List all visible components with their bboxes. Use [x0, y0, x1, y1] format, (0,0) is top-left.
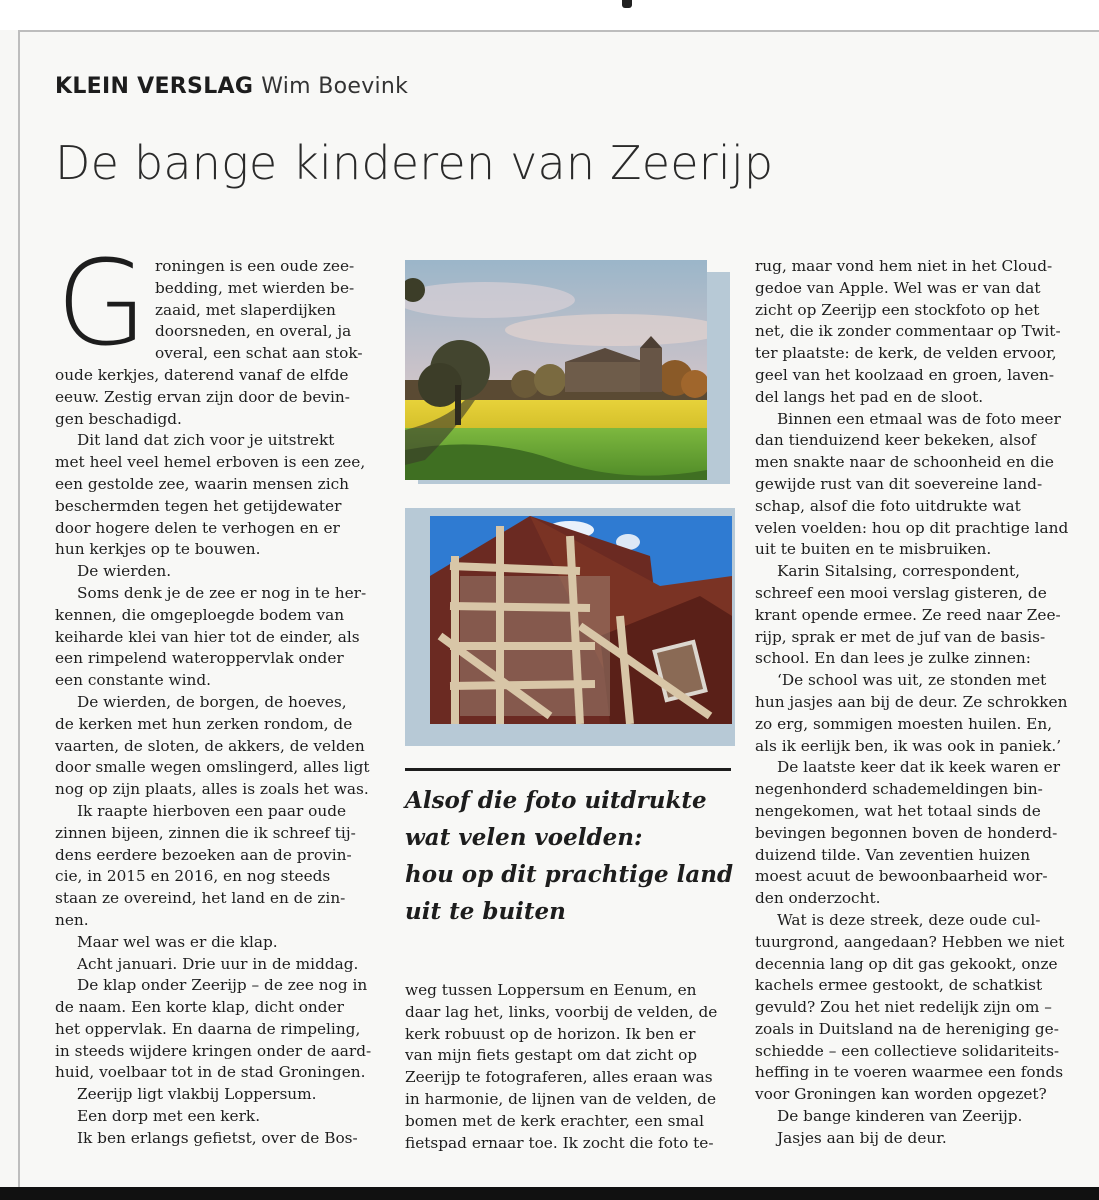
kicker [55, 74, 408, 99]
text-line: daar lag het, links, voorbij de velden, de [405, 1002, 718, 1021]
article-headline: De bange kinderen van Zeerijp [55, 136, 774, 190]
text-line: Jasjes aan bij de deur. [777, 1128, 947, 1147]
column-3 [755, 256, 1085, 1150]
text-line: Ik raapte hierboven een paar oude [77, 801, 347, 820]
text-line: schiedde – een collectieve solidariteits- [755, 1041, 1060, 1060]
text-line: beschermden tegen het getijdewater [55, 496, 342, 515]
column-1 [55, 256, 385, 1150]
text-line: de naam. Een korte klap, dicht onder [55, 998, 344, 1017]
text-line: Een dorp met een kerk. [77, 1107, 261, 1126]
text-line: men snakte naar de schoonheid en die [755, 453, 1054, 472]
damaged-house-photo [430, 516, 732, 724]
text-line: weg tussen Loppersum en Eenum, en [405, 981, 697, 999]
pull-quote-line: hou op dit prachtige land [405, 861, 734, 888]
pullquote-rule [405, 768, 731, 771]
text-line: Ik ben erlangs gefietst, over de Bos- [77, 1128, 358, 1147]
text-line: gen beschadigd. [55, 409, 182, 428]
text-line: Karin Sitalsing, correspondent, [777, 562, 1020, 581]
text-line: Dit land dat zich voor je uitstrekt [77, 431, 335, 450]
text-line: ter plaatste: de kerk, de velden ervoor, [755, 344, 1057, 363]
text-line: gevuld? Zou het niet redelijk zijn om – [755, 998, 1052, 1017]
text-line: bedding, met wierden be- [155, 278, 355, 297]
bottom-bar [0, 1187, 1099, 1200]
text-line: moest acuut de bewoonbaarheid wor- [755, 867, 1048, 886]
section-label: KLEIN VERSLAG [55, 74, 254, 99]
church-landscape-photo [405, 260, 707, 480]
text-line: kachels ermee gestookt, de schatkist [755, 976, 1043, 995]
text-line: de kerken met hun zerken rondom, de [55, 714, 353, 733]
text-line: voor Groningen kan worden opgezet? [755, 1085, 1047, 1104]
text-line: schap, alsof die foto uitdrukte wat [755, 496, 1021, 515]
text-line: cie, in 2015 en 2016, en nog steeds [55, 867, 331, 886]
text-line: nengekomen, wat het totaal sinds de [755, 801, 1041, 820]
text-line: Zeerijp te fotograferen, alles eraan was [405, 1068, 713, 1087]
text-line: Wat is deze streek, deze oude cul- [777, 910, 1041, 929]
text-line: Binnen een etmaal was de foto meer [777, 409, 1061, 428]
text-line: net, die ik zonder commentaar op Twit- [755, 322, 1061, 341]
pull-quote [405, 782, 735, 930]
text-line: schreef een mooi verslag gisteren, de [755, 583, 1047, 602]
drop-cap: G [56, 234, 148, 372]
text-line: zaaid, met slaperdijken [155, 300, 336, 319]
text-line: oude kerkjes, daterend vanaf de elfde [55, 365, 349, 384]
text-line: De wierden. [77, 562, 172, 581]
text-line: rug, maar vond hem niet in het Cloud- [755, 257, 1053, 275]
pull-quote-line: uit te buiten [405, 898, 566, 925]
text-line: bevingen begonnen boven de honderd- [755, 823, 1058, 842]
text-line: in steeds wijdere kringen onder de aard- [55, 1041, 372, 1060]
text-line: door hogere delen te verhogen en er [55, 518, 340, 537]
text-line: school. En dan lees je zulke zinnen: [755, 649, 1031, 668]
text-line: gedoe van Apple. Wel was er van dat [755, 278, 1041, 297]
pull-quote-line: Alsof die foto uitdrukte [405, 787, 707, 814]
text-line: den onderzocht. [755, 889, 881, 908]
text-line: huid, voelbaar tot in de stad Groningen. [55, 1063, 366, 1082]
text-line: fietspad ernaar toe. Ik zocht die foto te- [405, 1133, 714, 1152]
text-line: eeuw. Zestig ervan zijn door de bevin- [55, 387, 350, 406]
text-line: rijp, sprak er met de juf van de basis- [755, 627, 1046, 646]
text-line: dens eerdere bezoeken aan de provin- [55, 845, 352, 864]
text-line: als ik eerlijk ben, ik was ook in paniek.’ [755, 736, 1062, 755]
text-line: keiharde klei van hier tot de einder, als [55, 627, 360, 646]
text-line: De wierden, de borgen, de hoeves, [77, 692, 347, 711]
text-line: gewijde rust van dit soevereine land- [755, 474, 1043, 493]
text-line: met heel veel hemel erboven is een zee, [55, 453, 366, 472]
pull-quote-line: wat velen voelden: [405, 824, 643, 851]
text-line: Acht januari. Drie uur in de middag. [77, 954, 359, 973]
top-strip [0, 0, 1099, 30]
text-line: een gestolde zee, waarin mensen zich [55, 474, 350, 493]
text-line: een rimpelend wateroppervlak onder [55, 649, 344, 668]
text-line: zinnen bijeen, zinnen die ik schreef tij- [55, 823, 356, 842]
text-line: kerk robuust op de horizon. Ik ben er [405, 1024, 696, 1043]
text-line: Zeerijp ligt vlakbij Loppersum. [77, 1085, 317, 1104]
text-line: hun kerkjes op te bouwen. [55, 540, 261, 559]
text-line: roningen is een oude zee- [155, 257, 355, 275]
text-line: Maar wel was er die klap. [77, 932, 278, 951]
text-line: De klap onder Zeerijp – de zee nog in [77, 976, 368, 995]
column-2 [405, 980, 735, 1154]
text-line: Soms denk je de zee er nog in te her- [77, 583, 367, 602]
text-line: zo erg, sommigen moesten huilen. En, [755, 714, 1053, 733]
text-line: nog op zijn plaats, alles is zoals het was. [55, 780, 369, 799]
text-line: overal, een schat aan stok- [155, 344, 363, 363]
text-line: het oppervlak. En daarna de rimpeling, [55, 1019, 361, 1038]
text-line: zoals in Duitsland na de hereniging ge- [755, 1019, 1059, 1038]
text-line: negenhonderd schademeldingen bin- [755, 780, 1043, 799]
text-line: staan ze overeind, het land en de zin- [55, 889, 346, 908]
text-line: hun jasjes aan bij de deur. Ze schrokken [755, 692, 1068, 711]
author-name: Wim Boevink [261, 74, 409, 99]
text-line: zicht op Zeerijp een stockfoto op het [755, 300, 1040, 319]
text-line: geel van het koolzaad en groen, laven- [755, 365, 1055, 384]
scroll-mark [622, 0, 632, 8]
text-line: De bange kinderen van Zeerijp. [777, 1107, 1023, 1126]
text-line: van mijn fiets gestapt om dat zicht op [405, 1046, 698, 1065]
text-line: nen. [55, 910, 89, 929]
text-line: kennen, die omgeploegde bodem van [55, 605, 345, 624]
text-line: in harmonie, de lijnen van de velden, de [405, 1089, 717, 1108]
text-line: velen voelden: hou op dit prachtige land [755, 518, 1069, 537]
text-line: del langs het pad en de sloot. [755, 387, 984, 406]
text-line: De laatste keer dat ik keek waren er [777, 758, 1061, 777]
text-line: door smalle wegen omslingerd, alles ligt [55, 758, 370, 777]
text-line: bomen met de kerk erachter, een smal [405, 1111, 704, 1130]
text-line: decennia lang op dit gas gekookt, onze [755, 954, 1058, 973]
text-line: tuurgrond, aangedaan? Hebben we niet [755, 932, 1065, 951]
text-line: krant opende ermee. Ze reed naar Zee- [755, 605, 1061, 624]
text-line: uit te buiten en te misbruiken. [755, 540, 992, 559]
text-line: dan tienduizend keer bekeken, alsof [755, 431, 1037, 450]
text-line: ‘De school was uit, ze stonden met [777, 671, 1047, 690]
text-line: een constante wind. [55, 671, 211, 690]
text-line: duizend tilde. Van zeventien huizen [755, 845, 1031, 864]
text-line: heffing in te voeren waarmee een fonds [755, 1063, 1064, 1082]
text-line: doorsneden, en overal, ja [155, 322, 352, 341]
text-line: vaarten, de sloten, de akkers, de velden [55, 736, 365, 755]
